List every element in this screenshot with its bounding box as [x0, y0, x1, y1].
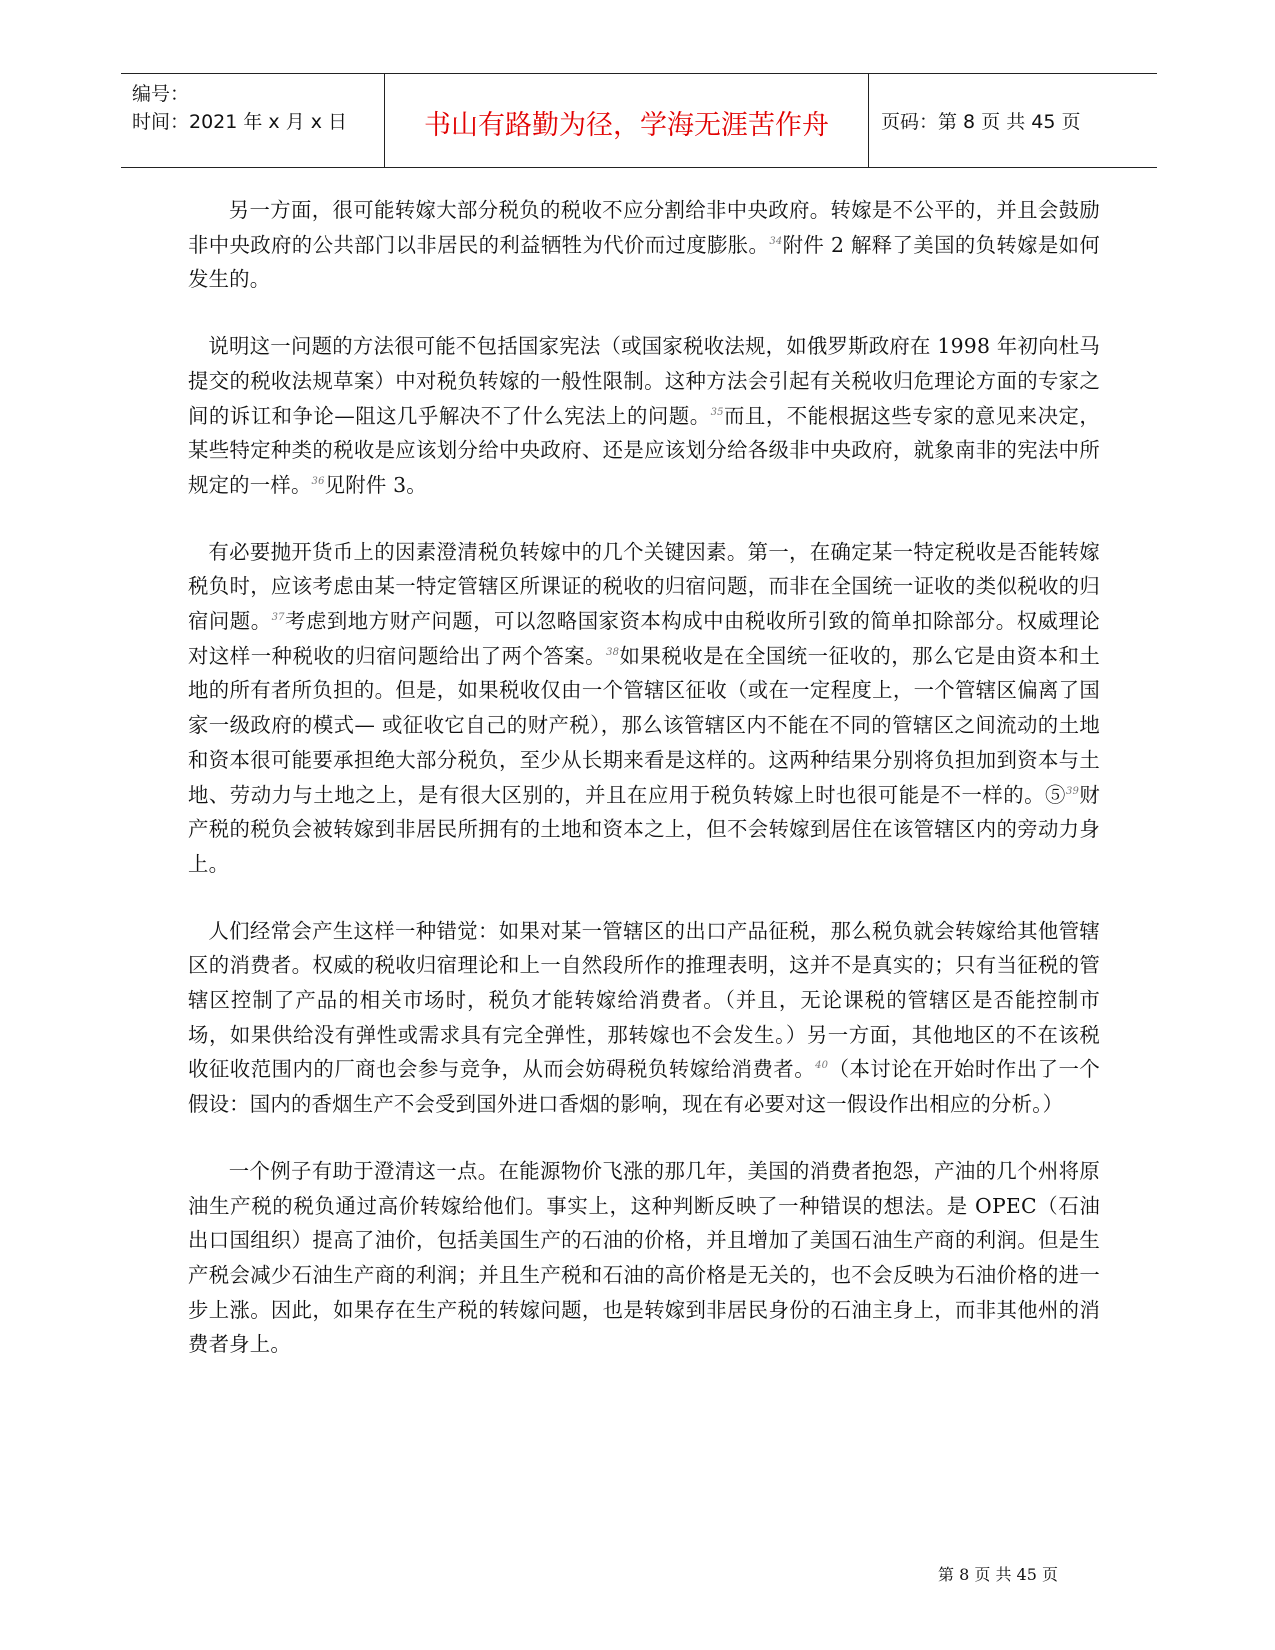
paragraph-text: 如果税收是在全国统一征收的，那么它是由资本和土地的所有者所负担的。但是，如果税收仅由一个管辖区征收（或在一定程度上，一个管辖区偏离了国家一级政府的模式— 或征收它自己的财产税），那么该管辖区内不能在不同的管辖区之间流动的土地和资本很可能要承担绝大部分税负，至少从长期来看是这样的。这两种结果分别将负担加到资本与土地、劳动力与土地之上，是有很大区别的，并且在应用于税负转嫁上时也很可能是不一样的。⑤ [188, 643, 1100, 807]
page-footer-number: 第 8 页 共 45 页 [938, 1565, 1058, 1584]
footnote-marker: 37 [271, 612, 285, 624]
document-number-label: 编号： [132, 83, 190, 105]
document-time-label: 时间：2021 年 x 月 x 日 [132, 111, 348, 133]
paragraph-text: 财产税的税负会被转嫁到非居民所拥有的土地和资本之上，但不会转嫁到居住在该管辖区内的旁动力身上。 [188, 782, 1100, 876]
header-left-cell [121, 74, 385, 167]
footnote-marker: 35 [710, 406, 724, 418]
footnote-marker: 36 [311, 476, 325, 488]
footnote-marker: 38 [606, 646, 620, 658]
body-paragraph [188, 914, 1100, 1122]
paragraph-text: 一个例子有助于澄清这一点。在能源物价飞涨的那几年，美国的消费者抱怨，产油的几个州将原油生产税的税负通过高价转嫁给他们。事实上，这种判断反映了一种错误的想法。是 OPEC（石油出口国组织）提高了油价，包括美国生产的石油的价格，并且增加了美国石油生产商的利润。但是生产税会减少石油生产商的利润；并且生产税和石油的高价格是无关的，也不会反映为石油价格的进一步上涨。因此，如果存在生产税的转嫁问题，也是转嫁到非居民身份的石油主身上，而非其他州的消费者身上。 [188, 1158, 1100, 1357]
header-page-code: 页码：第 8 页 共 45 页 [881, 111, 1081, 133]
page-header [121, 73, 1157, 168]
paragraph-text: 说明这一问题的方法很可能不包括国家宪法（或国家税收法规，如俄罗斯政府在 1998 年初向杜马提交的税收法规草案）中对税负转嫁的一般性限制。这种方法会引起有关税收归危理论方面的专家之间的诉讧和争论—阻这几乎解决不了什么宪法上的问题。 [188, 334, 1100, 428]
paragraph-text: 而且，不能根据这些专家的意见来决定，某些特定种类的税收是应该划分给中央政府、还是应该划分给各级非中央政府，就象南非的宪法中所规定的一样。 [188, 403, 1100, 497]
header-motto-cell [385, 74, 869, 167]
footnote-marker: 40 [815, 1060, 829, 1072]
paragraph-text: 附件 2 解释了美国的负转嫁是如何发生的。 [188, 232, 1100, 292]
body-paragraph [188, 535, 1100, 882]
paragraph-text: （本讨论在开始时作出了一个假设：国内的香烟生产不会受到国外进口香烟的影响，现在有必要对这一假设作出相应的分析。） [188, 1057, 1100, 1117]
paragraph-text: 有必要抛开货币上的因素澄清税负转嫁中的几个关键因素。第一，在确定某一特定税收是否能转嫁税负时，应该考虑由某一特定管辖区所课证的税收的归宿问题，而非在全国统一证收的类似税收的归宿问题。 [188, 539, 1100, 634]
header-page-cell [869, 74, 1157, 167]
paragraph-text: 另一方面，很可能转嫁大部分税负的税收不应分割给非中央政府。转嫁是不公平的，并且会鼓励非中央政府的公共部门以非居民的利益牺牲为代价而过度膨胀。 [188, 198, 1100, 257]
body-paragraph [188, 1154, 1100, 1362]
paragraph-text: 人们经常会产生这样一种错觉：如果对某一管辖区的出口产品征税，那么税负就会转嫁给其他管辖区的消费者。权威的税收归宿理论和上一自然段所作的推理表明，这并不是真实的；只有当征税的管辖区控制了产品的相关市场时，税负才能转嫁给消费者。（并且，无论课税的管辖区是否能控制市场，如果供给没有弹性或需求具有完全弹性，那转嫁也不会发生。）另一方面，其他地区的不在该税收征收范围内的厂商也会参与竞争，从而会妨碍税负转嫁给消费者。 [188, 918, 1100, 1082]
paragraph-text: 考虑到地方财产问题，可以忽略国家资本构成中由税收所引致的简单扣除部分。权威理论对这样一种税收的归宿问题给出了两个答案。 [188, 609, 1100, 668]
document-body [188, 193, 1100, 1394]
footnote-marker: 34 [769, 235, 783, 247]
header-motto: 书山有路勤为径，学海无涯苦作舟 [424, 110, 829, 141]
body-paragraph [188, 193, 1100, 297]
body-paragraph [188, 329, 1100, 503]
footnote-marker: 39 [1065, 785, 1080, 797]
paragraph-text: 见附件 3。 [324, 472, 427, 497]
